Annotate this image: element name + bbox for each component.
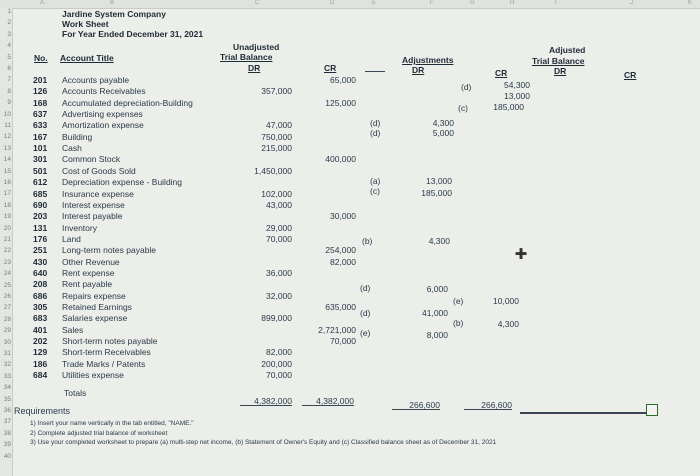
adjtb-total-bar <box>520 412 646 414</box>
unadj-dr-amount[interactable]: 899,000 <box>261 313 292 324</box>
row-number[interactable]: 20 <box>3 224 11 232</box>
unadj-dr-amount[interactable]: 82,000 <box>266 347 292 358</box>
row-number[interactable]: 39 <box>3 441 11 449</box>
row-number[interactable]: 38 <box>3 429 11 437</box>
row-number[interactable]: 3 <box>7 30 11 38</box>
row-number[interactable]: 16 <box>3 179 11 186</box>
unadj-cr-amount[interactable]: 254,000 <box>325 245 356 256</box>
adj-cr-amount[interactable]: 10,000 <box>493 296 519 306</box>
account-number: 430 <box>33 256 48 267</box>
unadj-cr-amount[interactable]: 635,000 <box>325 302 356 312</box>
row-number[interactable]: 28 <box>3 315 11 323</box>
account-title: Interest payable <box>62 211 123 222</box>
col-letter[interactable]: B <box>110 0 115 6</box>
adj-tag: (e) <box>360 328 371 338</box>
unadj-dr-amount[interactable]: 357,000 <box>261 86 292 97</box>
account-title: Common Stock <box>62 154 121 165</box>
unadj-cr-amount[interactable]: 65,000 <box>330 75 356 85</box>
account-title: Land <box>62 233 81 244</box>
row-number[interactable]: 4 <box>7 42 11 50</box>
account-number: 686 <box>33 290 48 301</box>
account-number: 126 <box>33 86 48 97</box>
adj-dr-amount[interactable]: 185,000 <box>421 188 452 198</box>
row-number[interactable]: 15 <box>3 167 11 175</box>
adjtb-cr-header: CR <box>624 70 637 80</box>
row-number[interactable]: 1 <box>7 8 11 15</box>
row-number[interactable]: 27 <box>3 304 11 312</box>
row-number-gutter <box>0 8 13 476</box>
adj-tag: (c) <box>370 186 380 196</box>
row-number[interactable]: 30 <box>3 338 11 346</box>
total-adj-dr[interactable]: 266,600 <box>409 400 440 410</box>
row-number[interactable]: 35 <box>3 395 11 403</box>
row-number[interactable]: 5 <box>7 53 11 61</box>
requirement-item: 3) Use your completed worksheet to prepare (a) multi-step net income, (b) Statement of Owner's Equity and (c) Classified balance sheet as of December 31, 2021 <box>30 439 497 446</box>
unadj-cr: CR <box>324 63 337 73</box>
requirement-item: 2) Complete adjusted trial balance of worksheet <box>30 430 168 437</box>
unadj-dr-amount[interactable]: 102,000 <box>261 188 292 199</box>
adj-tag: (b) <box>362 236 373 246</box>
unadj-dr-amount[interactable]: 47,000 <box>266 120 292 131</box>
unadj-dr-amount[interactable]: 750,000 <box>261 131 292 142</box>
unadj-dr: DR <box>248 63 261 73</box>
company-title: Jardine System Company <box>62 9 166 19</box>
col-letter[interactable]: I <box>555 0 557 6</box>
account-number: 251 <box>33 245 48 256</box>
unadj-dr-amount[interactable]: 70,000 <box>266 233 292 244</box>
account-title: Trade Marks / Patents <box>62 358 146 369</box>
unadj-dr-amount[interactable]: 29,000 <box>266 222 292 233</box>
unadj-cr-amount[interactable]: 2,721,000 <box>318 324 356 335</box>
adj-tag: (d) <box>461 82 472 92</box>
account-number: 640 <box>33 267 48 278</box>
adj-dr-amount[interactable]: 6,000 <box>426 284 448 294</box>
col-letter[interactable]: E <box>372 0 377 6</box>
row-number[interactable]: 37 <box>3 418 11 426</box>
account-number: 685 <box>33 188 48 199</box>
selected-cell[interactable] <box>646 404 658 416</box>
row-number[interactable]: 40 <box>3 452 11 460</box>
col-letter[interactable]: H <box>510 0 515 6</box>
row-number[interactable]: 32 <box>3 361 11 369</box>
adj-tag: (d) <box>370 128 381 138</box>
account-number: 690 <box>33 199 48 210</box>
account-title: Cash <box>62 143 82 154</box>
account-title: Advertising expenses <box>62 109 143 120</box>
account-title: Interest expense <box>62 199 125 210</box>
account-title: Amortization expense <box>62 120 144 131</box>
account-title: Salaries expense <box>62 313 128 324</box>
col-no-header: No. <box>34 53 48 63</box>
unadj-cr-amount[interactable]: 30,000 <box>330 211 356 222</box>
account-number: 131 <box>33 222 48 233</box>
requirement-item: 1) Insert your name vertically in the tab entitled, "NAME." <box>30 420 194 427</box>
adj-tag: (d) <box>370 118 381 128</box>
account-title: Depreciation expense - Building <box>62 177 183 188</box>
row-number[interactable]: 23 <box>3 258 11 266</box>
adj-dr-amount[interactable]: 4,300 <box>428 236 450 246</box>
row-number[interactable]: 18 <box>3 201 11 209</box>
account-number: 612 <box>33 177 48 188</box>
unadj-cr-amount[interactable]: 125,000 <box>325 97 356 108</box>
row-number[interactable]: 24 <box>3 270 11 278</box>
row-number[interactable]: 9 <box>7 99 11 107</box>
unadj-dr-amount[interactable]: 32,000 <box>266 290 292 301</box>
col-letter[interactable]: J <box>630 0 633 6</box>
adj-dr-amount[interactable]: 4,300 <box>432 118 454 128</box>
account-number: 401 <box>33 324 48 335</box>
row-number[interactable]: 25 <box>3 281 11 289</box>
account-number: 101 <box>33 143 48 154</box>
unadj-header-2: Trial Balance <box>220 52 273 62</box>
row-number[interactable]: 36 <box>3 407 11 414</box>
unadj-cr-amount[interactable]: 400,000 <box>325 154 356 165</box>
adj-cr-amount[interactable]: 54,300 <box>504 80 530 90</box>
unadj-cr-amount[interactable]: 82,000 <box>330 256 356 267</box>
row-number[interactable]: 7 <box>7 76 11 84</box>
account-number: 202 <box>33 336 48 347</box>
account-number: 203 <box>33 211 48 222</box>
total-unadj-cr[interactable]: 4,382,000 <box>316 396 354 406</box>
account-number: 208 <box>33 279 48 290</box>
account-title: Rent payable <box>62 279 113 290</box>
account-title: Accounts Receivables <box>62 86 146 97</box>
total-underline <box>464 409 512 410</box>
row-number[interactable]: 12 <box>3 133 11 141</box>
account-number: 167 <box>33 131 48 142</box>
account-number: 201 <box>33 75 48 85</box>
adjtb-header-1: Adjusted <box>549 45 586 55</box>
account-title: Inventory <box>62 222 97 233</box>
adj-tag: (b) <box>453 318 464 328</box>
account-title: Retained Earnings <box>62 302 132 312</box>
account-title: Accounts payable <box>62 75 130 85</box>
row-number[interactable]: 19 <box>3 213 11 221</box>
account-title: Insurance expense <box>62 188 134 199</box>
adj-dr-amount[interactable]: 8,000 <box>426 330 448 340</box>
row-number[interactable]: 21 <box>3 236 11 243</box>
adj-dr-header: DR <box>412 65 425 75</box>
row-number[interactable]: 34 <box>3 384 11 392</box>
header-rule <box>365 71 385 72</box>
adjtb-dr-header: DR <box>554 66 567 76</box>
account-number: 501 <box>33 165 48 176</box>
row-number[interactable]: 14 <box>3 156 11 164</box>
adj-cr-header: CR <box>495 68 508 78</box>
adj-tag: (d) <box>360 308 371 318</box>
total-adj-cr[interactable]: 266,600 <box>481 400 512 410</box>
adj-cr-amount[interactable]: 13,000 <box>504 91 530 101</box>
total-underline <box>392 409 440 410</box>
adjtb-header-2: Trial Balance <box>532 56 585 66</box>
total-underline <box>240 405 292 406</box>
adj-dr-amount[interactable]: 5,000 <box>432 128 454 138</box>
account-title: Cost of Goods Sold <box>62 165 136 176</box>
account-number: 633 <box>33 120 48 131</box>
col-letter[interactable]: C <box>255 0 260 6</box>
adj-tag: (c) <box>458 103 468 113</box>
account-title: Repairs expense <box>62 290 126 301</box>
row-number[interactable]: 17 <box>3 190 11 198</box>
adj-tag: (d) <box>360 283 371 293</box>
account-number: 301 <box>33 154 48 165</box>
account-title: Sales <box>62 324 84 335</box>
adj-tag: (e) <box>453 296 464 306</box>
account-number: 305 <box>33 302 48 312</box>
account-number: 637 <box>33 109 48 120</box>
requirements-heading: Requirements <box>14 406 71 416</box>
row-number[interactable]: 8 <box>7 87 11 95</box>
adj-tag: (a) <box>370 176 381 186</box>
unadj-dr-amount[interactable]: 43,000 <box>266 199 292 210</box>
unadj-dr-amount[interactable]: 70,000 <box>266 370 292 381</box>
account-number: 186 <box>33 358 48 369</box>
adj-cr-amount[interactable]: 185,000 <box>493 102 524 112</box>
account-title: Long-term notes payable <box>62 245 157 256</box>
unadj-dr-amount[interactable]: 1,450,000 <box>254 165 292 176</box>
account-title: Accumulated depreciation-Building <box>62 97 193 108</box>
account-number: 129 <box>33 347 48 358</box>
cell-cursor-icon: ✚ <box>514 246 528 263</box>
period-title: For Year Ended December 31, 2021 <box>62 29 204 39</box>
account-title: Building <box>62 131 93 142</box>
account-title: Rent expense <box>62 267 115 278</box>
unadj-cr-amount[interactable]: 70,000 <box>330 336 356 347</box>
account-number: 684 <box>33 370 48 381</box>
row-number[interactable]: 2 <box>7 19 11 27</box>
row-number[interactable]: 22 <box>3 247 11 255</box>
totals-label: Totals <box>64 388 87 398</box>
row-number[interactable]: 13 <box>3 144 11 152</box>
account-number: 176 <box>33 233 48 244</box>
adj-header: Adjustments <box>402 55 454 65</box>
account-title: Short-term notes payable <box>62 336 158 347</box>
column-header-bar <box>0 0 700 9</box>
col-letter[interactable]: D <box>330 0 335 6</box>
account-title: Utilities expense <box>62 370 124 381</box>
col-letter[interactable]: F <box>430 0 434 6</box>
row-number[interactable]: 31 <box>3 350 11 357</box>
col-letter[interactable]: K <box>688 0 693 6</box>
sheet-title: Work Sheet <box>62 19 109 29</box>
adj-cr-amount[interactable]: 4,300 <box>497 319 519 329</box>
adj-dr-amount[interactable]: 41,000 <box>422 308 448 318</box>
total-underline <box>302 405 354 406</box>
col-letter[interactable]: A <box>40 0 45 6</box>
unadj-header-1: Unadjusted <box>233 42 280 52</box>
row-number[interactable]: 26 <box>3 293 11 300</box>
row-number[interactable]: 33 <box>3 372 11 380</box>
row-number[interactable]: 11 <box>4 122 11 129</box>
account-title: Other Revenue <box>62 256 120 267</box>
unadj-dr-amount[interactable]: 215,000 <box>261 143 292 154</box>
unadj-dr-amount[interactable]: 36,000 <box>266 267 292 278</box>
row-number[interactable]: 6 <box>7 65 11 72</box>
col-letter[interactable]: G <box>470 0 475 6</box>
unadj-dr-amount[interactable]: 200,000 <box>261 358 292 369</box>
row-number[interactable]: 10 <box>3 110 11 118</box>
total-unadj-dr[interactable]: 4,382,000 <box>254 396 292 406</box>
account-number: 683 <box>33 313 48 324</box>
adj-dr-amount[interactable]: 13,000 <box>426 176 452 186</box>
account-title: Short-term Receivables <box>62 347 151 358</box>
row-number[interactable]: 29 <box>3 327 11 335</box>
account-number: 168 <box>33 97 48 108</box>
col-title-header: Account Title <box>60 53 114 63</box>
